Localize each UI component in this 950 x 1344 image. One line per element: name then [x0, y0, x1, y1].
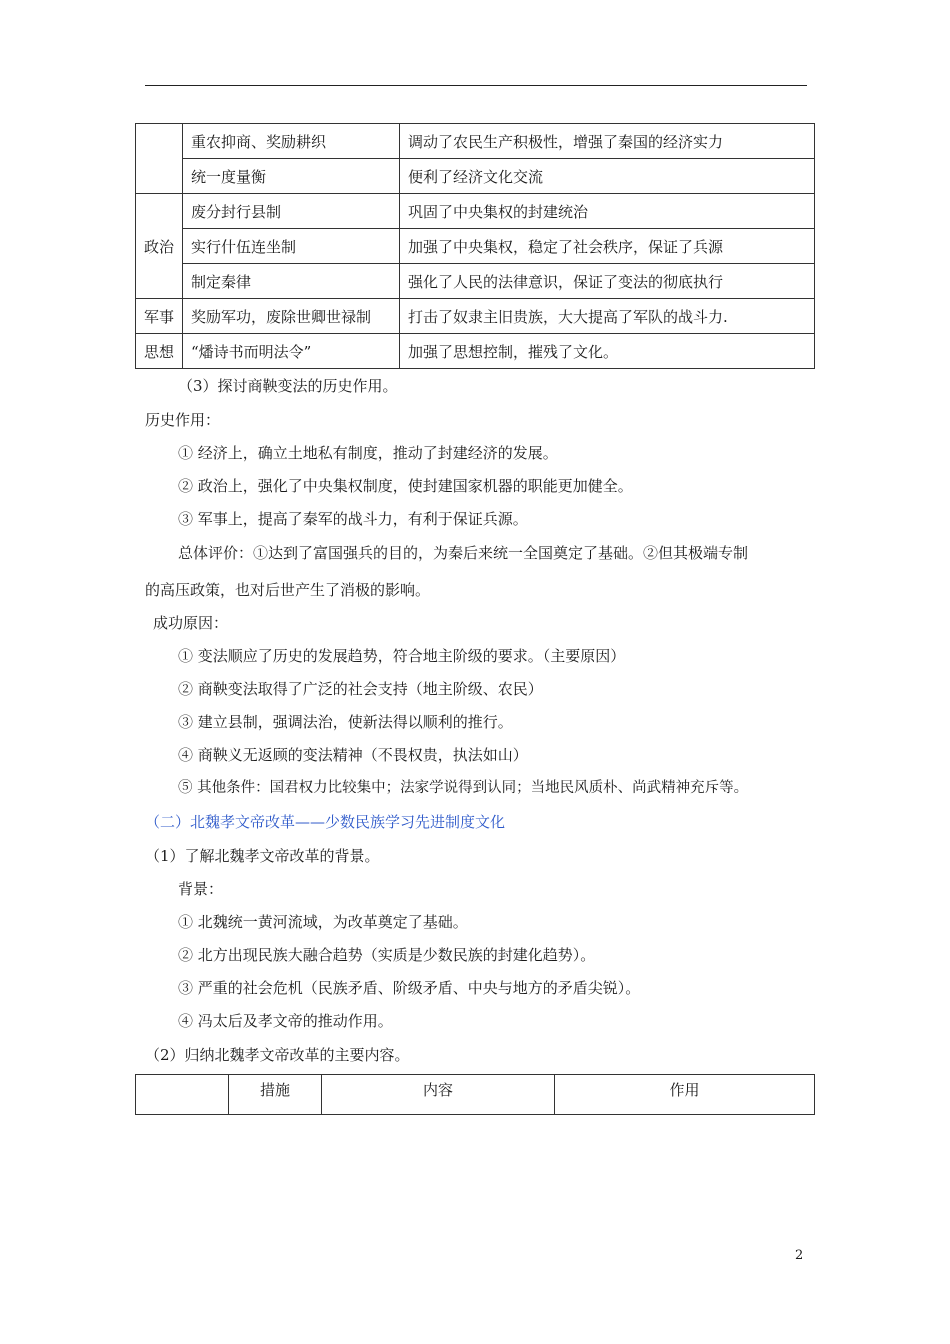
measure-cell: 奖励军功，废除世卿世禄制	[183, 299, 400, 334]
measure-cell: 统一度量衡	[183, 159, 400, 194]
background-item-3: ③ 严重的社会危机（民族矛盾、阶级矛盾、中央与地方的矛盾尖锐）。	[178, 979, 641, 997]
table-row	[136, 124, 815, 159]
header-cell	[136, 1075, 229, 1115]
historical-role-heading: 历史作用：	[145, 411, 221, 429]
effect-cell: 巩固了中央集权的封建统治	[400, 194, 815, 229]
measure-cell: 实行什伍连坐制	[183, 229, 400, 264]
role-item-3: ③ 军事上，提高了秦军的战斗力，有利于保证兵源。	[178, 510, 528, 528]
effect-cell: 强化了人民的法律意识，保证了变法的彻底执行	[400, 264, 815, 299]
page-number: 2	[795, 1248, 804, 1263]
success-reasons-heading: 成功原因：	[153, 614, 229, 632]
success-item-2: ② 商鞅变法取得了广泛的社会支持（地主阶级、农民）	[178, 680, 543, 698]
measure-cell: 制定秦律	[183, 264, 400, 299]
role-item-1: ① 经济上，确立土地私有制度，推动了封建经济的发展。	[178, 444, 558, 462]
table-row	[136, 334, 815, 369]
header-cell: 内容	[322, 1075, 555, 1115]
header-cell: 措施	[229, 1075, 322, 1115]
table-row	[136, 194, 815, 229]
success-item-3: ③ 建立县制，强调法治，使新法得以顺利的推行。	[178, 713, 513, 731]
table-row	[136, 229, 815, 264]
shang-yang-reform-table	[135, 123, 815, 369]
table-header-row	[136, 1075, 815, 1115]
effect-cell: 加强了思想控制，摧残了文化。	[400, 334, 815, 369]
overall-evaluation-line-2: 的高压政策，也对后世产生了消极的影响。	[145, 581, 431, 599]
effect-cell: 调动了农民生产积极性，增强了秦国的经济实力	[400, 124, 815, 159]
section-2-heading: （二）北魏孝文帝改革——少数民族学习先进制度文化	[145, 813, 506, 831]
question-3: （3）探讨商鞅变法的历史作用。	[178, 377, 398, 395]
background-item-4: ④ 冯太后及孝文帝的推动作用。	[178, 1012, 393, 1030]
category-cell: 思想	[136, 334, 183, 369]
header-cell: 作用	[555, 1075, 815, 1115]
overall-evaluation-line-1: 总体评价：①达到了富国强兵的目的，为秦后来统一全国奠定了基础。②但其极端专制	[178, 544, 749, 562]
success-item-1: ① 变法顺应了历史的发展趋势，符合地主阶级的要求。（主要原因）	[178, 647, 626, 665]
role-item-2: ② 政治上，强化了中央集权制度，使封建国家机器的职能更加健全。	[178, 477, 633, 495]
measure-cell: 重农抑商、奖励耕织	[183, 124, 400, 159]
table-row	[136, 159, 815, 194]
background-item-2: ② 北方出现民族大融合趋势（实质是少数民族的封建化趋势）。	[178, 946, 596, 964]
effect-cell: 打击了奴隶主旧贵族，大大提高了军队的战斗力.	[400, 299, 815, 334]
success-item-5: ⑤ 其他条件：国君权力比较集中；法家学说得到认同；当地民风质朴、尚武精神充斥等。	[178, 780, 749, 796]
background-item-1: ① 北魏统一黄河流域，为改革奠定了基础。	[178, 913, 468, 931]
table-row	[136, 264, 815, 299]
table-row	[136, 299, 815, 334]
xiaowendi-reform-table	[135, 1074, 815, 1115]
category-cell	[136, 124, 183, 194]
question-1: （1）了解北魏孝文帝改革的背景。	[145, 847, 380, 865]
effect-cell: 加强了中央集权，稳定了社会秩序，保证了兵源	[400, 229, 815, 264]
background-heading: 背景：	[178, 880, 224, 898]
header-rule	[145, 85, 807, 86]
question-2: （2）归纳北魏孝文帝改革的主要内容。	[145, 1046, 410, 1064]
measure-cell: “燔诗书而明法令”	[183, 334, 400, 369]
measure-cell: 废分封行县制	[183, 194, 400, 229]
success-item-4: ④ 商鞅义无返顾的变法精神（不畏权贵，执法如山）	[178, 746, 528, 764]
category-cell: 政治	[136, 194, 183, 299]
effect-cell: 便利了经济文化交流	[400, 159, 815, 194]
category-cell: 军事	[136, 299, 183, 334]
